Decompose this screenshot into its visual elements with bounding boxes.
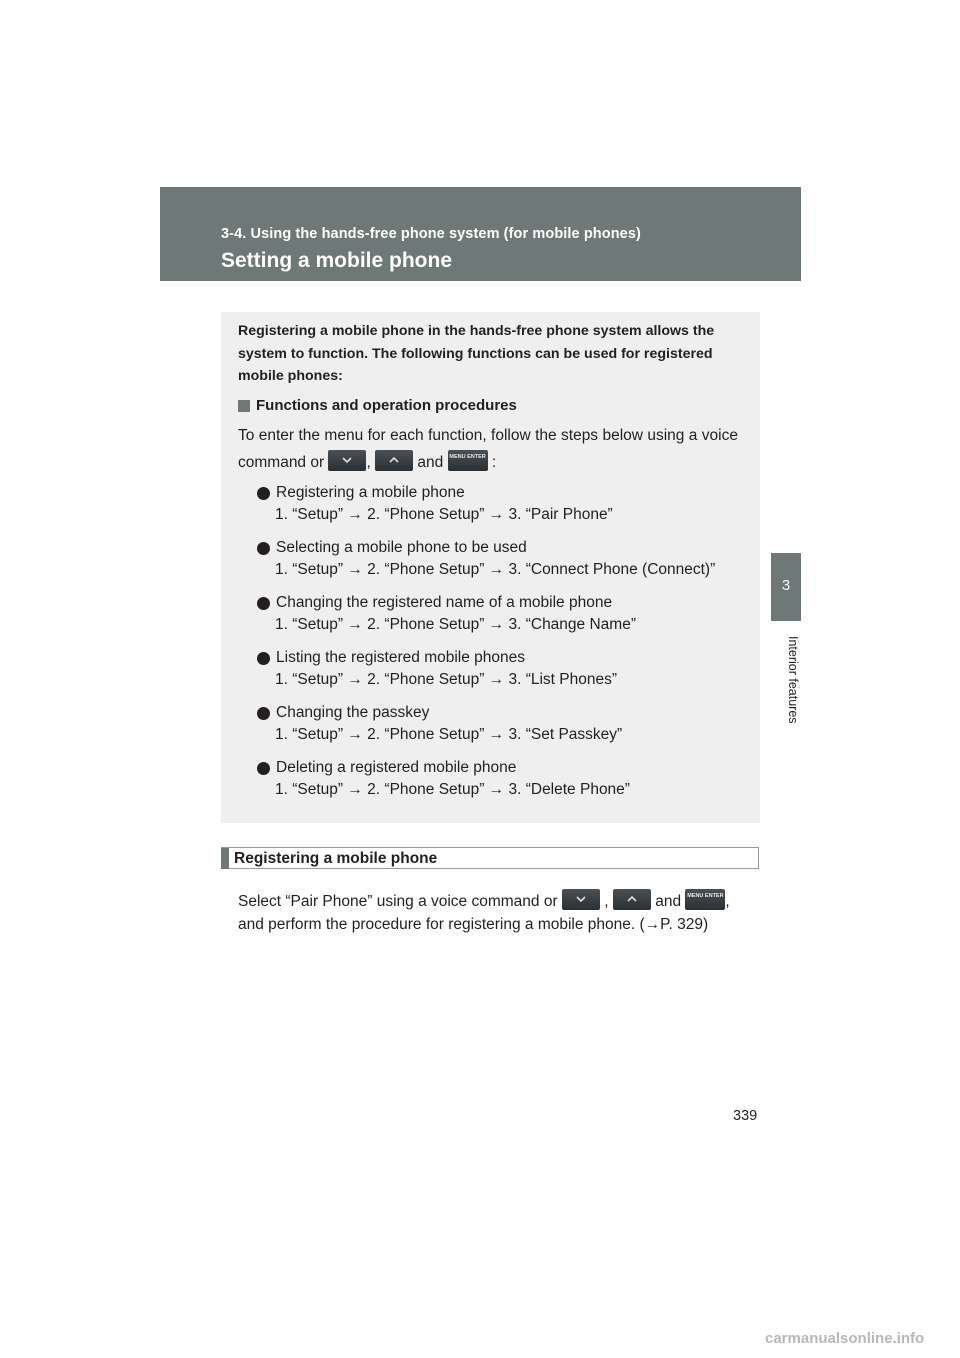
function-list bbox=[257, 482, 747, 812]
bullet-icon bbox=[257, 597, 270, 610]
chapter-tab: 3 bbox=[771, 553, 801, 621]
down-button-icon bbox=[562, 889, 600, 910]
menu-enter-button-icon: MENU ENTER bbox=[448, 450, 488, 471]
up-button-icon bbox=[375, 450, 413, 471]
down-button-icon bbox=[328, 450, 366, 471]
bullet-icon bbox=[257, 762, 270, 775]
list-item: Registering a mobile phone 1. “Setup” → 2. “Phone Setup” → 3. “Pair Phone” bbox=[257, 482, 747, 537]
list-item: Changing the registered name of a mobile phone 1. “Setup” → 2. “Phone Setup” → 3. “Change Name” bbox=[257, 592, 747, 647]
page-number: 339 bbox=[733, 1108, 758, 1124]
bullet-icon bbox=[257, 707, 270, 720]
footer-watermark: carmanualsonline.info bbox=[765, 1330, 925, 1347]
up-button-icon bbox=[613, 889, 651, 910]
section-header bbox=[160, 187, 801, 281]
chapter-label: Interior features bbox=[786, 636, 800, 724]
square-bullet-icon bbox=[238, 400, 250, 412]
list-item: Selecting a mobile phone to be used 1. “Setup” → 2. “Phone Setup” → 3. “Connect Phone (Connect)” bbox=[257, 537, 747, 592]
bullet-icon bbox=[257, 542, 270, 555]
registering-heading: Registering a mobile phone bbox=[221, 847, 759, 869]
intro-text: Registering a mobile phone in the hands-free phone system allows the system to function. The following functions can be used for registered mobile phones: bbox=[238, 323, 715, 384]
section-subtitle: 3-4. Using the hands-free phone system (for mobile phones) bbox=[221, 226, 641, 242]
functions-subheading: Functions and operation procedures bbox=[238, 397, 517, 414]
list-item: Deleting a registered mobile phone 1. “Setup” → 2. “Phone Setup” → 3. “Delete Phone” bbox=[257, 757, 747, 812]
menu-enter-button-icon: MENU ENTER bbox=[685, 889, 725, 910]
instruction-text: To enter the menu for each function, follow the steps below using a voice command or , and MENU ENTER : bbox=[238, 427, 738, 471]
registering-text: Select “Pair Phone” using a voice command or , and MENU ENTER , and perform the procedure for registering a mobile phone. (→P. 329) bbox=[238, 890, 758, 936]
bullet-icon bbox=[257, 487, 270, 500]
info-box bbox=[221, 312, 760, 823]
bullet-icon bbox=[257, 652, 270, 665]
list-item: Changing the passkey 1. “Setup” → 2. “Phone Setup” → 3. “Set Passkey” bbox=[257, 702, 747, 757]
page-title: Setting a mobile phone bbox=[221, 249, 453, 272]
list-item: Listing the registered mobile phones 1. “Setup” → 2. “Phone Setup” → 3. “List Phones” bbox=[257, 647, 747, 702]
